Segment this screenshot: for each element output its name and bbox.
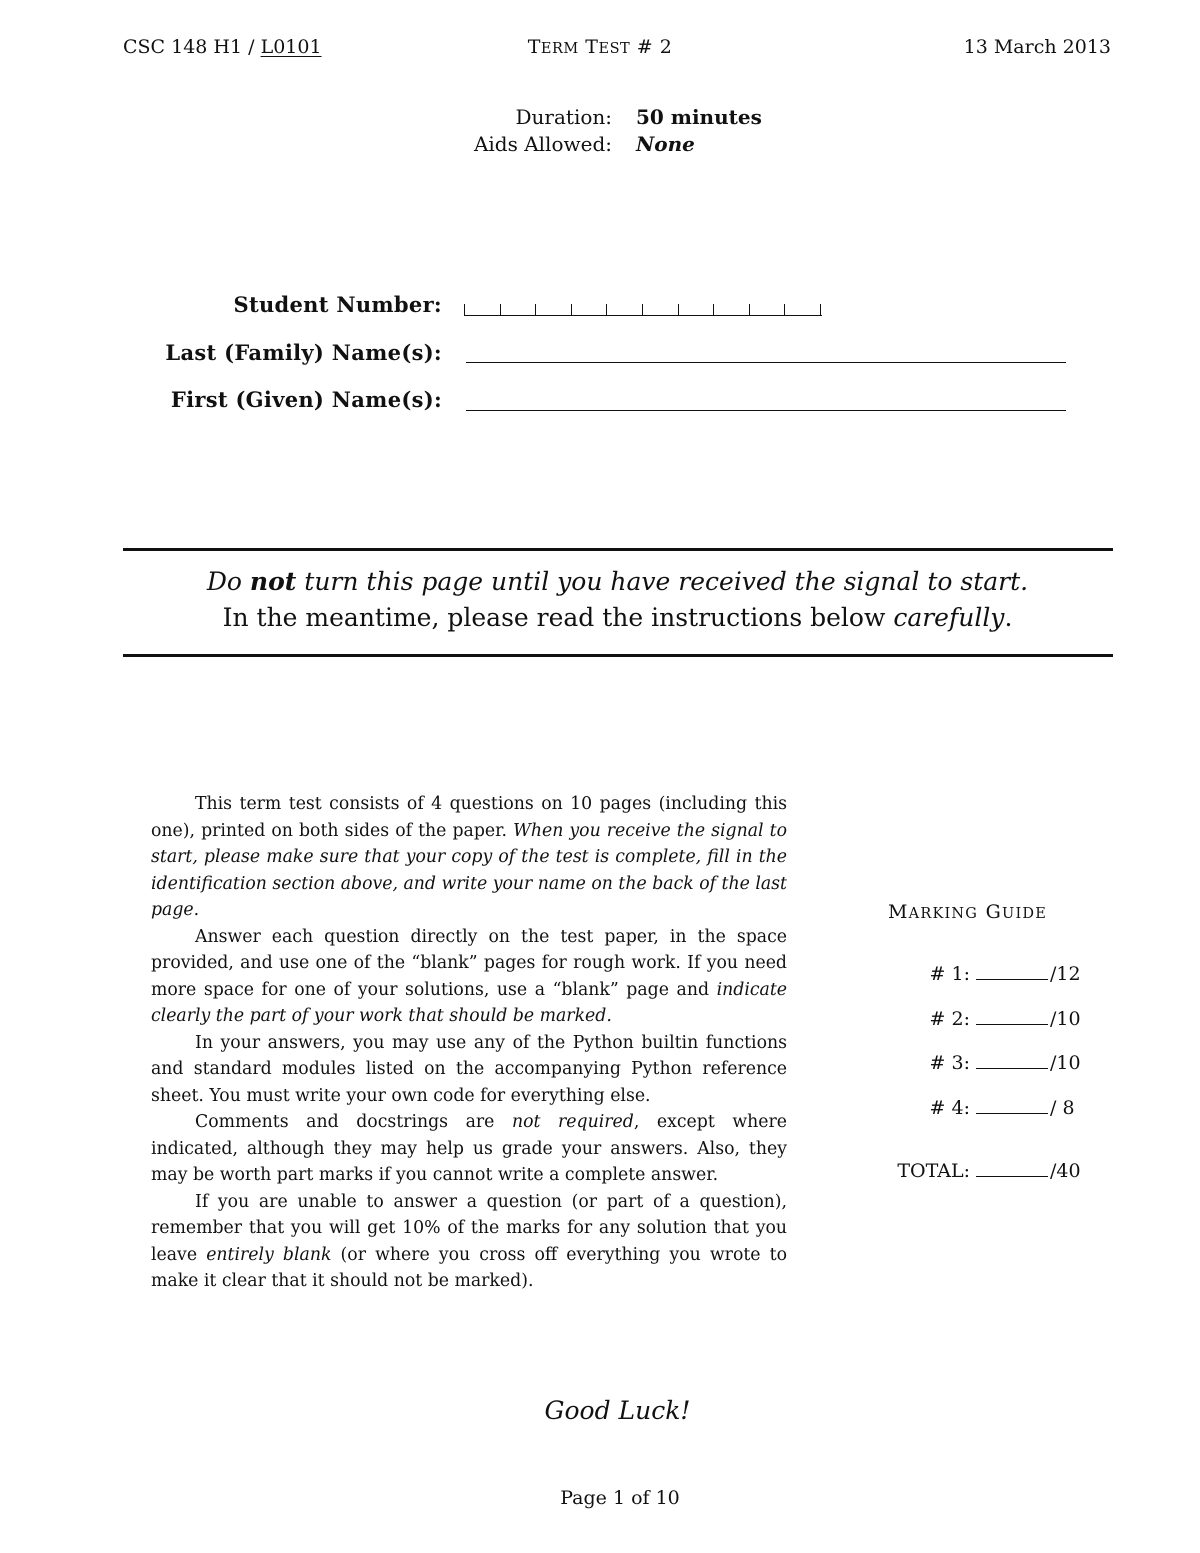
instruction-text: entirely blank xyxy=(206,1244,332,1265)
notice-line-2 xyxy=(0,603,1200,632)
student-number-divider xyxy=(500,304,501,316)
student-number-field[interactable] xyxy=(464,302,822,316)
student-number-divider xyxy=(820,304,821,316)
instruction-text: not required xyxy=(511,1112,634,1132)
marking-guide-row xyxy=(880,963,1080,985)
student-number-label: Student Number: xyxy=(233,292,442,317)
marking-guide-row xyxy=(880,1008,1080,1030)
marking-guide-label: TOTAL: xyxy=(897,1160,970,1182)
marking-guide-row xyxy=(880,1160,1080,1182)
title-number: # 2 xyxy=(636,36,673,58)
instruction-text: This term test consists of 4 questions on 10 pages (including this one), printed on both sides of the paper. xyxy=(151,794,787,841)
marking-guide-label: # 2: xyxy=(929,1008,970,1030)
score-blank[interactable] xyxy=(976,1023,1048,1025)
notice-line-1-bold: not xyxy=(249,567,297,596)
marking-guide-label: # 1: xyxy=(929,963,970,985)
page-footer: Page 1 of 10 xyxy=(560,1487,680,1509)
instructions xyxy=(151,791,787,1295)
notice-line-2-pre: In the meantime, please read the instructions below xyxy=(222,603,894,632)
student-number-divider xyxy=(642,304,643,316)
first-name-label: First (Given) Name(s): xyxy=(170,387,442,412)
instruction-text: In your answers, you may use any of the Python builtin functions and standard modules listed on the accompanying Python reference sheet. You must write your own code for everything else. xyxy=(151,1032,787,1106)
instruction-paragraph xyxy=(151,1030,787,1110)
instruction-text: (or where you cross off everything you wrote to make it clear that it should not be marked). xyxy=(151,1244,787,1291)
instruction-paragraph xyxy=(151,1189,787,1295)
mg-title-rest-2: UIDE xyxy=(1002,906,1047,922)
duration-value: 50 minutes xyxy=(636,105,762,129)
student-number-divider xyxy=(571,304,572,316)
marking-guide-row xyxy=(880,1052,1080,1074)
marking-guide-total: /40 xyxy=(1050,1160,1081,1182)
student-number-divider xyxy=(535,304,536,316)
mg-title-rest-1: ARKING xyxy=(908,906,979,922)
student-number-divider xyxy=(713,304,714,316)
good-luck: Good Luck! xyxy=(544,1396,691,1425)
aids-value: None xyxy=(636,132,695,156)
notice-line-1-pre: Do xyxy=(206,567,250,596)
title-rest-2: EST xyxy=(598,41,631,57)
student-number-baseline xyxy=(464,315,822,316)
duration-label: Duration: xyxy=(515,105,612,129)
notice-top-rule xyxy=(123,548,1113,551)
marking-guide-label: # 3: xyxy=(929,1052,970,1074)
instruction-text: When you receive the signal to start, please make sure that your copy of the test is complete, fill in the identification section above, and write your name on the back of the last page. xyxy=(151,820,787,920)
aids-label: Aids Allowed: xyxy=(473,132,612,156)
student-number-divider xyxy=(464,304,465,316)
mg-title-initial-2: G xyxy=(985,901,1003,923)
marking-guide-title xyxy=(888,899,1047,923)
student-number-divider xyxy=(784,304,785,316)
course-name: CSC 148 H1 / xyxy=(123,36,261,58)
title-rest-1: ERM xyxy=(540,41,579,57)
instruction-text: indicate clearly the part of your work that should be marked. xyxy=(151,979,787,1026)
mg-title-initial-1: M xyxy=(888,901,909,923)
score-blank[interactable] xyxy=(976,1067,1048,1069)
student-number-divider xyxy=(749,304,750,316)
instruction-text: , except where indicated, although they may help us grade your answers. Also, they may be worth part marks if you cannot write a complete answer. xyxy=(151,1112,787,1185)
notice-line-2-italic: carefully xyxy=(893,603,1005,632)
instruction-text: Comments and docstrings are xyxy=(195,1112,512,1132)
marking-guide-total: /10 xyxy=(1050,1052,1081,1074)
instruction-paragraph xyxy=(151,924,787,1030)
notice-line-1-post: turn this page until you have received the signal to start. xyxy=(296,567,1029,596)
test-date: 13 March 2013 xyxy=(963,36,1111,58)
score-blank[interactable] xyxy=(976,978,1048,980)
section-code: L0101 xyxy=(260,36,322,58)
instruction-paragraph xyxy=(151,1109,787,1189)
notice-line-2-post: . xyxy=(1004,603,1013,632)
first-name-field[interactable] xyxy=(466,410,1066,411)
marking-guide-total: / 8 xyxy=(1050,1097,1075,1119)
instruction-paragraph xyxy=(151,791,787,924)
marking-guide-row xyxy=(880,1097,1080,1119)
instruction-text: If you are unable to answer a question (or part of a question), remember that you will get 10% of the marks for any solution that you leave xyxy=(151,1191,787,1265)
score-blank[interactable] xyxy=(976,1175,1048,1177)
last-name-field[interactable] xyxy=(466,362,1066,363)
marking-guide-total: /12 xyxy=(1050,963,1081,985)
notice-line-1 xyxy=(0,567,1200,596)
title-initial-1: T xyxy=(527,36,541,58)
last-name-label: Last (Family) Name(s): xyxy=(165,340,442,365)
marking-guide-total: /10 xyxy=(1050,1008,1081,1030)
score-blank[interactable] xyxy=(976,1112,1048,1114)
student-number-divider xyxy=(606,304,607,316)
instruction-text: Answer each question directly on the test paper, in the space provided, and use one of the “blank” pages for rough work. If you need more space for one of your solutions, use a “blank” page and xyxy=(151,926,787,1000)
student-number-divider xyxy=(678,304,679,316)
title-initial-2: T xyxy=(585,36,599,58)
notice-bottom-rule xyxy=(123,654,1113,657)
marking-guide-label: # 4: xyxy=(929,1097,970,1119)
